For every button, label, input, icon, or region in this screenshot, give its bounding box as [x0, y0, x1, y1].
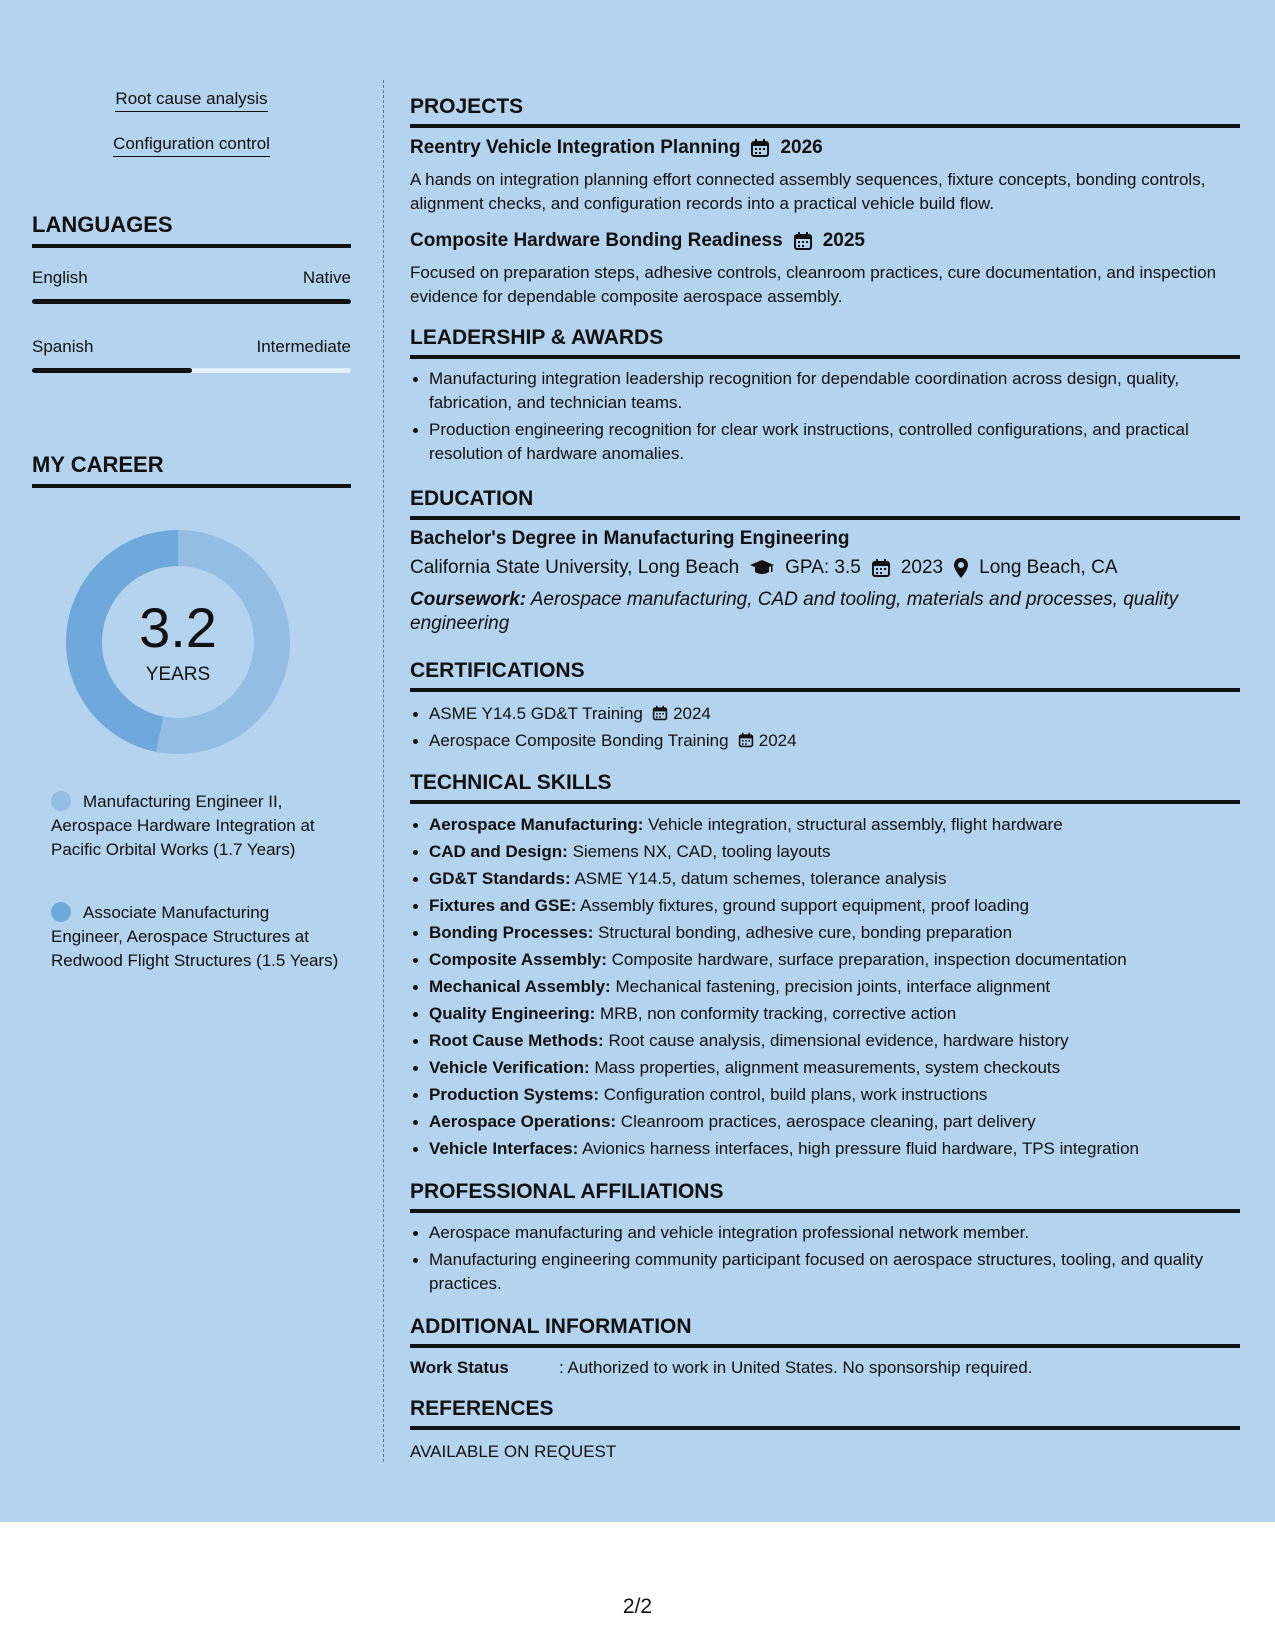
- language-name: English: [32, 268, 88, 287]
- certification-name: ASME Y14.5 GD&T Training: [429, 704, 643, 723]
- school-name: California State University, Long Beach: [410, 557, 740, 578]
- skills-heading: TECHNICAL SKILLS: [410, 771, 1240, 804]
- career-item: [51, 790, 341, 862]
- skill-label: Mechanical Assembly:: [429, 977, 611, 996]
- coursework: [410, 588, 1240, 636]
- language-level: Intermediate: [256, 337, 351, 356]
- career-legend-dot: [51, 902, 71, 922]
- additional-info-heading: ADDITIONAL INFORMATION: [410, 1315, 1240, 1348]
- certification-year: 2024: [758, 731, 797, 750]
- career-total: 3.2: [139, 596, 217, 659]
- certifications-list: [410, 702, 1240, 753]
- skill-label: GD&T Standards:: [429, 869, 571, 888]
- gpa: GPA: 3.5: [785, 557, 861, 578]
- skill-text: Vehicle integration, structural assembly, flight hardware: [643, 815, 1063, 834]
- map-pin-icon: [953, 557, 969, 579]
- list-item: [410, 702, 1240, 726]
- graduation-cap-icon: [749, 558, 775, 578]
- skill-item: [410, 892, 1240, 919]
- career-legend-dot: [51, 791, 71, 811]
- skill-item: [410, 1081, 1240, 1108]
- language-name: Spanish: [32, 337, 94, 356]
- skill-item: [410, 1054, 1240, 1081]
- language-row: [32, 268, 351, 288]
- skill-label: Production Systems:: [429, 1085, 600, 1104]
- skill-tag: [32, 89, 351, 109]
- languages-heading: LANGUAGES: [32, 212, 351, 248]
- skill-text: Root cause analysis, dimensional evidence, hardware history: [603, 1031, 1069, 1050]
- list-item: Production engineering recognition for clear work instructions, controlled configurations, and practical resolution of hardware anomalies.: [410, 418, 1240, 466]
- calendar-icon: [738, 732, 754, 748]
- language-bar: [32, 299, 351, 304]
- skill-item: [410, 865, 1240, 892]
- skill-text: Mechanical fastening, precision joints, interface alignment: [610, 977, 1051, 996]
- language-bar: [32, 368, 351, 373]
- skill-text: ASME Y14.5, datum schemes, tolerance analysis: [570, 869, 947, 888]
- certification-name: Aerospace Composite Bonding Training: [429, 731, 729, 750]
- degree-title: Bachelor's Degree in Manufacturing Engineering: [410, 528, 850, 549]
- project-year: 2026: [780, 137, 823, 158]
- references-text: AVAILABLE ON REQUEST: [410, 1442, 617, 1461]
- projects-heading: PROJECTS: [410, 95, 1240, 128]
- leadership-list: [410, 367, 1240, 469]
- leadership-heading: LEADERSHIP & AWARDS: [410, 326, 1240, 359]
- list-item: Manufacturing engineering community participant focused on aerospace structures, tooling, and quality practices.: [410, 1248, 1240, 1296]
- skill-label: Root Cause Methods:: [429, 1031, 604, 1050]
- skill-text: Siemens NX, CAD, tooling layouts: [567, 842, 831, 861]
- skill-text: Configuration control, build plans, work instructions: [599, 1085, 988, 1104]
- education-details: [410, 557, 1118, 579]
- skills-list: [410, 811, 1240, 1162]
- skill-tag-label: Configuration control: [113, 134, 270, 157]
- skill-label: Aerospace Operations:: [429, 1112, 617, 1131]
- affiliations-list: [410, 1221, 1240, 1299]
- skill-label: Vehicle Verification:: [429, 1058, 590, 1077]
- skill-tag-label: Root cause analysis: [115, 89, 267, 112]
- work-status-label: Work Status: [410, 1358, 509, 1377]
- skill-text: Composite hardware, surface preparation, inspection documentation: [606, 950, 1127, 969]
- calendar-icon: [871, 558, 891, 578]
- skill-text: Assembly fixtures, ground support equipment, proof loading: [576, 896, 1030, 915]
- project-description: Focused on preparation steps, adhesive controls, cleanroom practices, cure documentation, and inspection evidence for dependable composite aerospace assembly.: [410, 263, 1217, 306]
- project-title: [410, 137, 823, 159]
- project-description: A hands on integration planning effort connected assembly sequences, fixture concepts, bonding controls, alignment checks, and configuration records into a practical vehicle build flow.: [410, 170, 1206, 213]
- project-name: Composite Hardware Bonding Readiness: [410, 230, 783, 251]
- skill-item: [410, 838, 1240, 865]
- skill-item: [410, 811, 1240, 838]
- skill-item: [410, 1135, 1240, 1162]
- language-level: Native: [302, 268, 351, 287]
- language-row: [32, 337, 351, 357]
- work-status-value: : Authorized to work in United States. No sponsorship required.: [559, 1358, 1033, 1377]
- skill-tag: [32, 134, 351, 154]
- page-number: 2/2: [622, 1595, 653, 1618]
- project-year: 2025: [822, 230, 865, 251]
- list-item: Manufacturing integration leadership recognition for dependable coordination across design, quality, fabrication, and technician teams.: [410, 367, 1240, 415]
- skill-item: [410, 946, 1240, 973]
- column-divider: [383, 80, 384, 1462]
- skill-text: Mass properties, alignment measurements, system checkouts: [589, 1058, 1061, 1077]
- references-heading: REFERENCES: [410, 1397, 1240, 1430]
- education-location: Long Beach, CA: [979, 557, 1118, 578]
- skill-label: Fixtures and GSE:: [429, 896, 577, 915]
- calendar-icon: [750, 138, 770, 158]
- language-bar-fill: [32, 368, 192, 373]
- skill-item: [410, 1027, 1240, 1054]
- career-heading: MY CAREER: [32, 452, 351, 488]
- project-name: Reentry Vehicle Integration Planning: [410, 137, 741, 158]
- skill-item: [410, 1000, 1240, 1027]
- education-heading: EDUCATION: [410, 487, 1240, 520]
- skill-label: Vehicle Interfaces:: [429, 1139, 579, 1158]
- skill-label: CAD and Design:: [429, 842, 568, 861]
- coursework-label: Coursework:: [410, 589, 527, 610]
- skill-label: Bonding Processes:: [429, 923, 594, 942]
- career-donut-chart: [66, 530, 290, 754]
- list-item: [410, 729, 1240, 753]
- skill-label: Composite Assembly:: [429, 950, 607, 969]
- skill-item: [410, 973, 1240, 1000]
- skill-label: Aerospace Manufacturing:: [429, 815, 644, 834]
- graduation-year: 2023: [900, 557, 944, 578]
- skill-label: Quality Engineering:: [429, 1004, 596, 1023]
- skill-item: [410, 919, 1240, 946]
- list-item: Aerospace manufacturing and vehicle integration professional network member.: [410, 1221, 1240, 1245]
- calendar-icon: [652, 705, 668, 721]
- career-unit: YEARS: [145, 664, 211, 685]
- skill-text: MRB, non conformity tracking, corrective action: [595, 1004, 957, 1023]
- skill-item: [410, 1108, 1240, 1135]
- work-status-row: [410, 1358, 1032, 1378]
- certifications-heading: CERTIFICATIONS: [410, 659, 1240, 692]
- skill-text: Avionics harness interfaces, high pressure fluid hardware, TPS integration: [578, 1139, 1139, 1158]
- skill-text: Cleanroom practices, aerospace cleaning, part delivery: [616, 1112, 1036, 1131]
- career-item-text: Associate Manufacturing Engineer, Aerospace Structures at Redwood Flight Structures (1.5 Years): [51, 903, 339, 970]
- skill-text: Structural bonding, adhesive cure, bonding preparation: [593, 923, 1013, 942]
- language-bar-fill: [32, 299, 351, 304]
- coursework-text: Aerospace manufacturing, CAD and tooling, materials and processes, quality engineering: [410, 589, 1179, 634]
- certification-year: 2024: [673, 704, 711, 723]
- career-item-text: Manufacturing Engineer II, Aerospace Hardware Integration at Pacific Orbital Works (1.7 Years): [51, 792, 315, 859]
- calendar-icon: [793, 231, 813, 251]
- career-item: [51, 901, 341, 973]
- affiliations-heading: PROFESSIONAL AFFILIATIONS: [410, 1180, 1240, 1213]
- project-title: [410, 230, 865, 252]
